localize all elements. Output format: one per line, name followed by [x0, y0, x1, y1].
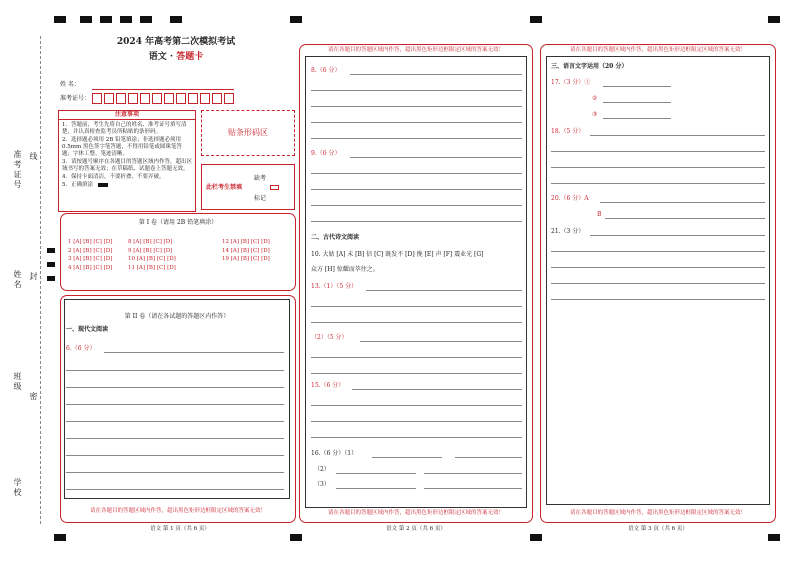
answer-line[interactable]	[551, 267, 765, 268]
registration-mark	[290, 16, 302, 23]
q17-2-label: ②	[592, 95, 598, 102]
registration-mark	[80, 16, 92, 23]
footer-page-number: 语文 第 2 页（共 6 页）	[386, 526, 446, 532]
registration-mark	[54, 16, 66, 23]
footer-page-number: 语文 第 3 页（共 6 页）	[628, 526, 688, 532]
answer-line[interactable]	[311, 306, 522, 307]
answer-line[interactable]	[66, 472, 284, 473]
answer-line[interactable]	[360, 341, 522, 342]
answer-line[interactable]	[104, 352, 284, 353]
name-field[interactable]	[92, 89, 234, 90]
mc-question[interactable]: 14 [A] [B] [C] [D]	[222, 247, 270, 254]
answer-line[interactable]	[603, 118, 671, 119]
answer-line[interactable]	[352, 389, 522, 390]
registration-mark	[54, 534, 66, 541]
mc-question[interactable]: 4 [A] [B] [C] [D]	[68, 264, 113, 271]
answer-line[interactable]	[366, 290, 522, 291]
mc-column	[68, 239, 112, 272]
exam-no-label: 准考证号：	[60, 95, 91, 102]
answer-line[interactable]	[66, 404, 284, 405]
answer-line[interactable]	[551, 251, 765, 252]
answer-sheet-label: 答题卡	[176, 52, 204, 62]
notice-item: 2．选择题必须用 2B 铅笔填涂；非选择题必须用 0.5mm 黑色签字笔答题，不得用铅笔或圆珠笔答题；字体工整、笔迹清晰。	[62, 137, 182, 157]
page2-inner-frame	[305, 56, 527, 508]
answer-line[interactable]	[311, 90, 522, 91]
side-label-seal: 封	[29, 272, 38, 282]
answer-line[interactable]	[66, 370, 284, 371]
q9-label: 9.（6 分）	[311, 150, 341, 157]
page3-inner-frame	[546, 56, 770, 505]
q16-2-label: （2）	[314, 466, 330, 473]
mc-column	[128, 239, 176, 272]
registration-mark	[290, 534, 302, 541]
answer-line[interactable]	[311, 122, 522, 123]
answer-line[interactable]	[424, 488, 522, 489]
footer-page-number: 语文 第 1 页（共 6 页）	[150, 526, 210, 532]
mc-question[interactable]: 19 [A] [B] [C] [D]	[222, 256, 270, 262]
answer-line[interactable]	[311, 357, 522, 358]
answer-line[interactable]	[311, 106, 522, 107]
q6-label: 6.（6 分）	[66, 345, 96, 352]
answer-line[interactable]	[551, 151, 765, 152]
top-warning: 请在各题目的答题区域内作答，超出黑色矩形边框限定区域的答案无效！	[569, 47, 746, 53]
mc-question[interactable]: 11 [A] [B] [C] [D]	[128, 264, 176, 271]
q16-label: 16.（6 分）（1）	[311, 450, 358, 457]
part2-title: 二、古代诗文阅读	[311, 234, 360, 241]
absent-checkbox[interactable]	[270, 185, 279, 190]
footer-warning: 请在各题目的答题区域内作答，超出黑色矩形边框限定区域的答案无效！	[569, 510, 746, 516]
page-title: 2024 年高考第二次模拟考试	[116, 37, 236, 47]
notice-item: 3．请按题号顺序在各题目的答题区域内作答，超出区域书写的答案无效；在草稿纸、试题卷上答题无效。	[62, 159, 193, 172]
registration-mark	[47, 276, 55, 281]
registration-mark	[768, 16, 780, 23]
answer-line[interactable]	[551, 283, 765, 284]
answer-line[interactable]	[336, 473, 416, 474]
registration-mark	[140, 16, 152, 23]
barcode-area	[201, 110, 295, 156]
answer-line[interactable]	[424, 473, 522, 474]
answer-line[interactable]	[336, 488, 416, 489]
answer-line[interactable]	[311, 138, 522, 139]
answer-line[interactable]	[590, 135, 765, 136]
mc-question[interactable]: 2 [A] [B] [C] [D]	[68, 247, 113, 254]
absent-word-1: 缺考	[254, 175, 267, 182]
q18-label: 18.（5 分）	[551, 128, 585, 135]
notice-item: 1．答题前，考生先将自己的姓名、准考证号填写清楚，并认真检查监考员所粘贴的条形码。	[62, 122, 187, 135]
answer-line[interactable]	[603, 102, 671, 103]
registration-mark	[120, 16, 132, 23]
mc-question[interactable]: 10 [A] [B] [C] [D]	[128, 256, 176, 262]
side-label-name: 姓名	[13, 270, 22, 290]
q17-3-label: ③	[592, 111, 598, 118]
side-label-line: 线	[29, 152, 38, 162]
side-label-secret: 密	[29, 392, 38, 402]
answer-line[interactable]	[66, 387, 284, 388]
answer-line[interactable]	[311, 405, 522, 406]
absent-word-2: 标记	[254, 195, 267, 202]
registration-mark	[47, 248, 55, 253]
registration-mark	[530, 534, 542, 541]
answer-line[interactable]	[605, 218, 765, 219]
section1-title: 第 I 卷（请用 2B 铅笔填涂）	[138, 219, 218, 226]
barcode-label: 贴条形码区	[228, 128, 268, 137]
top-warning: 请在各题目的答题区域内作答，超出黑色矩形边框限定区域的答案无效！	[327, 47, 504, 53]
answer-line[interactable]	[600, 202, 765, 203]
page-subtitle	[106, 52, 246, 63]
answer-line[interactable]	[311, 189, 522, 190]
q20-label: 20.（6 分）A	[551, 195, 589, 202]
q16-3-label: （3）	[314, 481, 330, 488]
answer-line[interactable]	[311, 373, 522, 374]
answer-line[interactable]	[66, 455, 284, 456]
q10-line2[interactable]: 众方 [H] 惊耀而萃往之。	[311, 266, 379, 273]
answer-line[interactable]	[350, 157, 522, 158]
subject-label: 语文 ·	[148, 52, 177, 62]
answer-line[interactable]	[66, 438, 284, 439]
notice-box	[58, 110, 196, 212]
answer-line[interactable]	[66, 421, 284, 422]
part1-title: 一、现代文阅读	[66, 326, 109, 333]
answer-line[interactable]	[350, 74, 522, 75]
q8-label: 8.（6 分）	[311, 67, 341, 74]
mc-question[interactable]: 12 [A] [B] [C] [D]	[222, 239, 270, 245]
q13-2-label: （2）（5 分）	[311, 334, 348, 341]
mc-question[interactable]: 9 [A] [B] [C] [D]	[128, 247, 173, 254]
absent-label: 此栏考生禁填	[206, 184, 243, 191]
side-label-exam-no: 准考证号	[13, 150, 22, 190]
mc-question[interactable]: 1 [A] [B] [C] [D]	[68, 239, 113, 245]
absent-box	[201, 164, 295, 210]
q15-label: 15.（6 分）	[311, 382, 345, 389]
answer-line[interactable]	[311, 173, 522, 174]
answer-line[interactable]	[551, 299, 765, 300]
registration-mark	[100, 16, 112, 23]
answer-line[interactable]	[311, 421, 522, 422]
section2-title: 第 II 卷（请在各试题的答题区内作答）	[124, 313, 230, 320]
side-label-school: 学校	[13, 478, 22, 498]
q21-label: 21.（3 分）	[551, 228, 585, 235]
answer-line[interactable]	[372, 457, 442, 458]
registration-mark	[530, 16, 542, 23]
answer-line[interactable]	[551, 167, 765, 168]
answer-line[interactable]	[311, 221, 522, 222]
name-label: 姓 名：	[60, 81, 80, 88]
mc-question[interactable]: 3 [A] [B] [C] [D]	[68, 256, 113, 262]
answer-line[interactable]	[66, 489, 284, 490]
part3-title: 三、语言文字运用（20 分）	[551, 63, 628, 70]
answer-line[interactable]	[590, 235, 765, 236]
filled-sample-icon	[98, 183, 108, 187]
answer-line[interactable]	[603, 86, 671, 87]
answer-line[interactable]	[311, 322, 522, 323]
mc-question[interactable]: 8 [A] [B] [C] [D]	[128, 239, 173, 245]
answer-line[interactable]	[311, 437, 522, 438]
side-label-class: 班级	[13, 372, 22, 392]
notice-item-fill-sample: 5．正确填涂	[59, 181, 195, 189]
binding-line	[40, 36, 41, 524]
registration-mark	[47, 262, 55, 267]
q17-label: 17.（3 分）①	[551, 79, 591, 86]
mc-column	[222, 239, 270, 263]
q10-line1[interactable]: 10. 大姑 [A] 未 [B] 信 [C] 既发不 [D] 挽 [E] 声 [F] 震业光 [G]	[311, 251, 484, 258]
registration-mark	[768, 534, 780, 541]
footer-warning: 请在各题目的答题区域内作答，超出黑色矩形边框限定区域的答案无效！	[89, 508, 266, 514]
answer-line[interactable]	[311, 205, 522, 206]
q13-label: 13.（1）（5 分）	[311, 283, 358, 290]
answer-line[interactable]	[551, 183, 765, 184]
q20-b-label: B	[597, 211, 602, 218]
footer-warning: 请在各题目的答题区域内作答，超出黑色矩形边框限定区域的答案无效！	[327, 510, 504, 516]
notice-item: 4．保持卡面清洁，不要折叠、不要弄破。	[62, 174, 165, 180]
answer-line[interactable]	[455, 457, 522, 458]
registration-mark	[170, 16, 182, 23]
notice-title: 注意事项	[59, 111, 195, 120]
